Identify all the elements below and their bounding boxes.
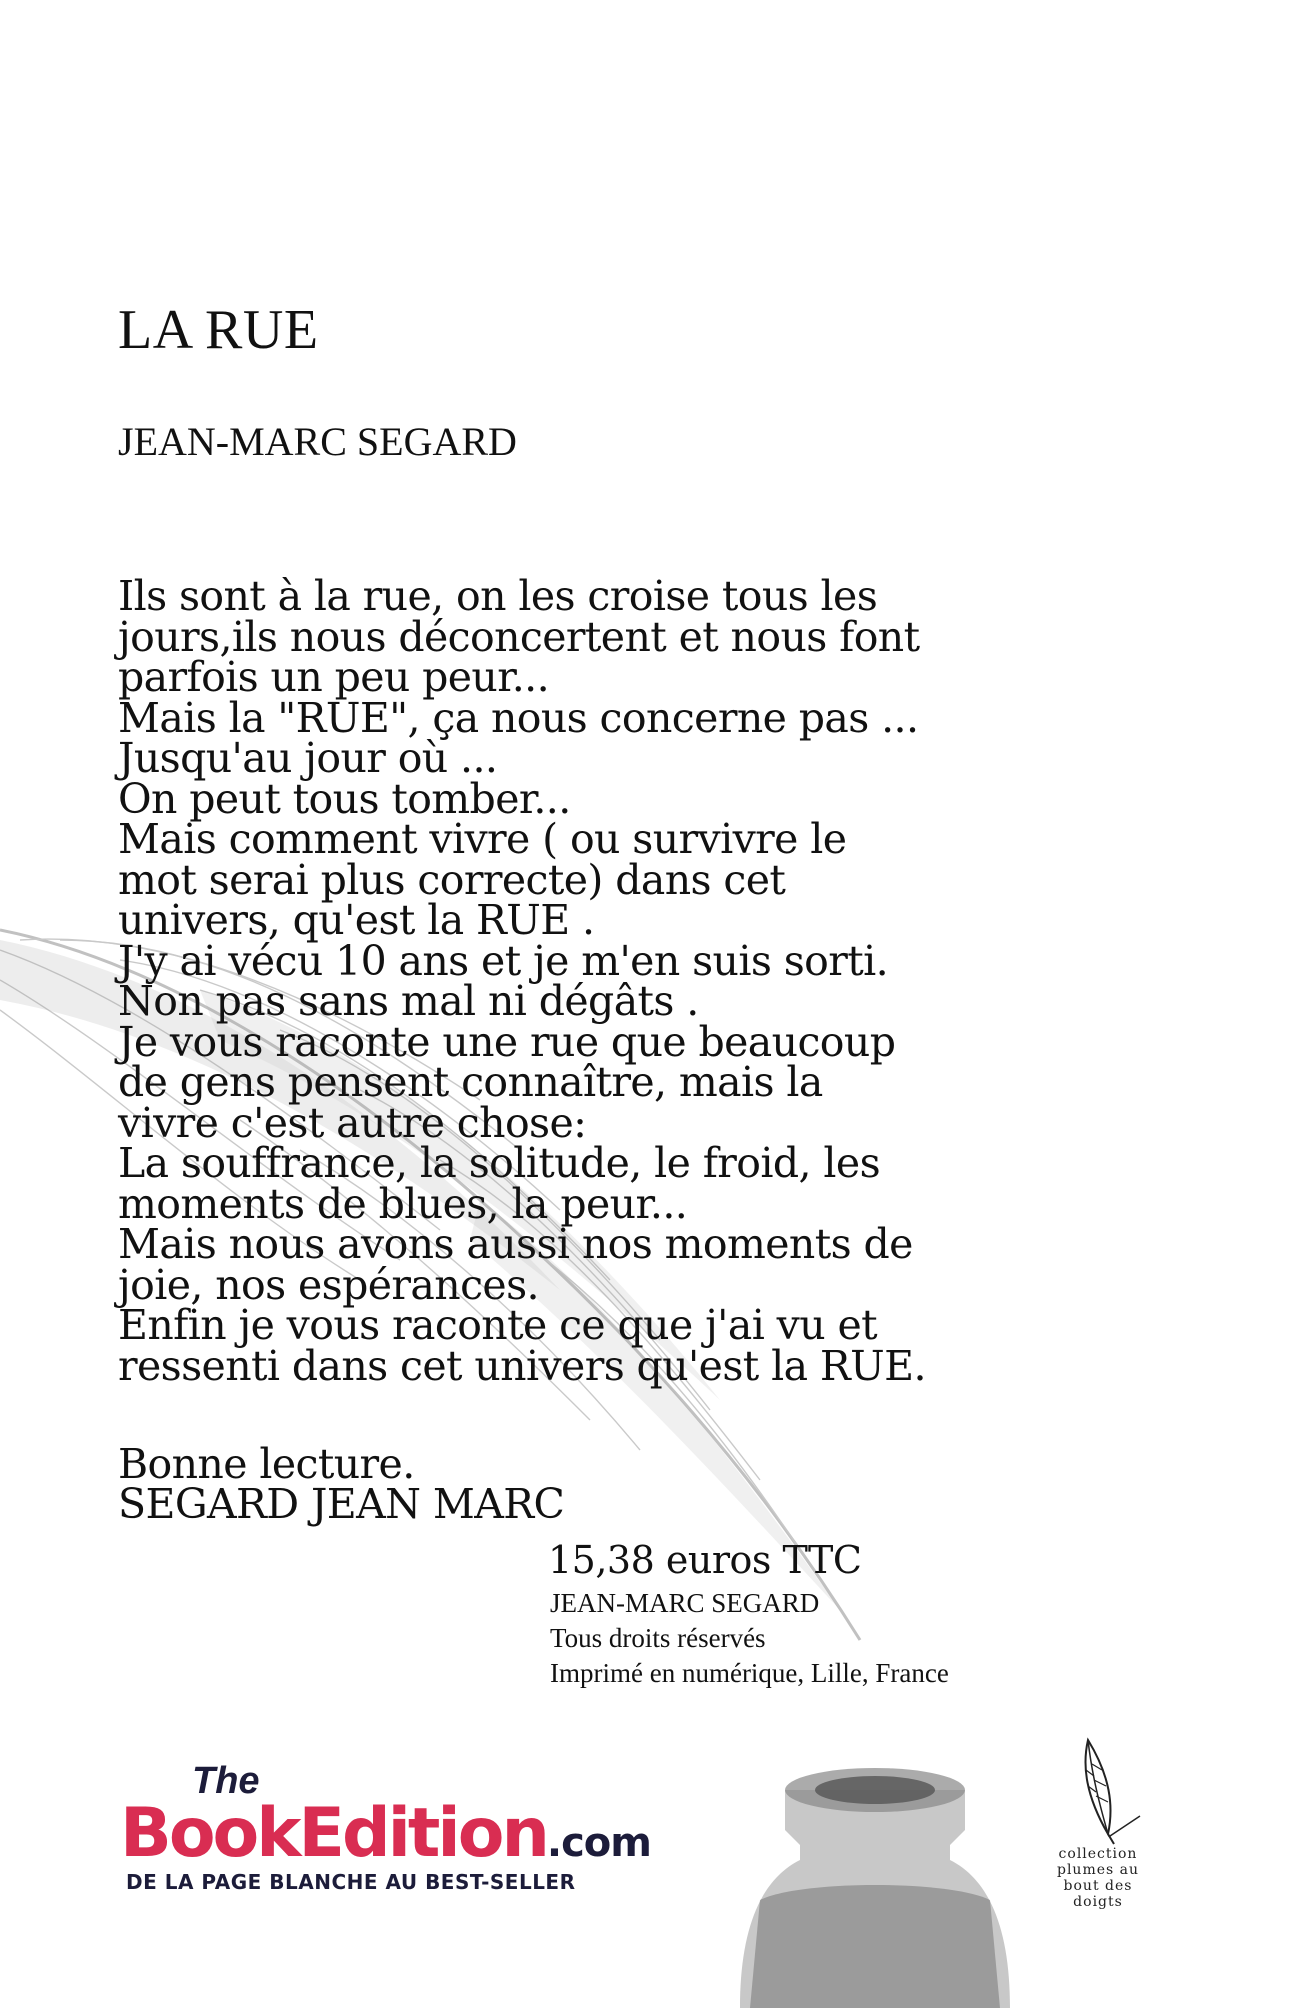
logo-wordmark (120, 1794, 651, 1873)
blurb-line: J'y ai vécu 10 ans et je m'en suis sorti. (118, 936, 889, 985)
colophon-rights: Tous droits réservés (550, 1623, 766, 1653)
blurb-line: Je vous raconte une rue que beaucoup (118, 1017, 896, 1066)
collection-line: collection (1058, 1846, 1138, 1862)
signoff-greeting: Bonne lecture. (118, 1440, 415, 1488)
colophon (550, 1586, 949, 1691)
signoff (118, 1440, 565, 1528)
blurb-line: Mais nous avons aussi nos moments de (118, 1220, 913, 1268)
collection-line: doigts (1073, 1894, 1123, 1910)
book-author: JEAN-MARC SEGARD (118, 419, 517, 464)
collection-line: plumes au (1056, 1862, 1139, 1878)
book-title: LA RUE (118, 299, 319, 361)
blurb-line: univers, qu'est la RUE . (118, 896, 595, 944)
logo-the: The (192, 1760, 260, 1802)
collection-logo (1048, 1736, 1148, 1936)
price: 15,38 euros TTC (548, 1538, 862, 1582)
collection-text (1048, 1846, 1148, 1910)
publisher-logo (120, 1760, 720, 1900)
collection-line: bout des (1063, 1878, 1133, 1894)
colophon-printing: Imprimé en numérique, Lille, France (550, 1658, 949, 1688)
blurb-line: de gens pensent connaître, mais la (118, 1058, 823, 1106)
blurb-line: vivre c'est autre chose: (118, 1098, 587, 1147)
inkwell-icon (740, 1768, 1010, 2008)
quill-icon (1048, 1736, 1148, 1846)
blurb-line: Ils sont à la rue, on les croise tous les (118, 572, 878, 620)
blurb-line: La souffrance, la solitude, le froid, les (118, 1139, 881, 1187)
logo-name: BookEdition (120, 1794, 547, 1873)
blurb-line: On peut tous tomber... (118, 774, 571, 823)
blurb-line: mot serai plus correcte) dans cet (118, 855, 786, 904)
blurb-line: Jusqu'au jour où ... (118, 734, 498, 782)
logo-domain: .com (546, 1820, 651, 1866)
blurb-line: Non pas sans mal ni dégâts . (118, 977, 699, 1025)
blurb-line: Mais comment vivre ( ou survivre le (118, 815, 847, 863)
blurb-line: jours,ils nous déconcertent et nous font (118, 612, 920, 661)
colophon-author: JEAN-MARC SEGARD (550, 1588, 820, 1618)
signoff-signature: SEGARD JEAN MARC (118, 1480, 565, 1528)
blurb-line: joie, nos espérances. (118, 1260, 539, 1309)
blurb-line: Mais la "RUE", ça nous concerne pas ... (118, 693, 919, 742)
back-cover-blurb (118, 572, 1018, 1390)
blurb-line: moments de blues, la peur... (118, 1179, 688, 1228)
blurb-line: parfois un peu peur... (118, 653, 550, 701)
blurb-line: Enfin je vous raconte ce que j'ai vu et (118, 1301, 877, 1349)
logo-tagline: DE LA PAGE BLANCHE AU BEST-SELLER (126, 1870, 576, 1894)
blurb-line: ressenti dans cet univers qu'est la RUE. (118, 1341, 926, 1390)
